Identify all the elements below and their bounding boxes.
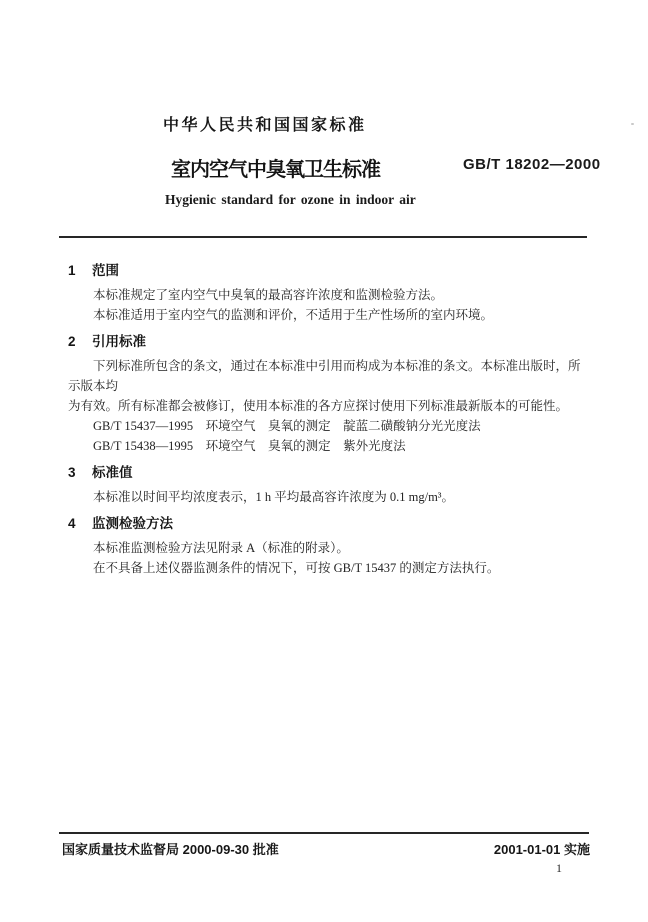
section-heading xyxy=(68,515,590,533)
document-body xyxy=(68,248,590,578)
section-scope xyxy=(68,262,590,325)
document-title-cn: 室内空气中臭氧卫生标准 xyxy=(171,159,380,181)
header-divider xyxy=(59,236,587,238)
standard-org-line: 中华人民共和国国家标准 xyxy=(163,117,367,134)
section-title: 监测检验方法 xyxy=(92,516,173,531)
section-heading xyxy=(68,262,590,280)
footer xyxy=(62,839,590,858)
paragraph: 在不具备上述仪器监测条件的情况下，可按 GB/T 15437 的测定方法执行。 xyxy=(93,561,500,575)
section-heading xyxy=(68,464,590,482)
paragraph: 下列标准所包含的条文，通过在本标准中引用而构成为本标准的条文。本标准出版时，所示版本均 xyxy=(68,359,581,393)
paragraph: 本标准规定了室内空气中臭氧的最高容许浓度和监测检验方法。 xyxy=(93,288,444,302)
section-title: 范围 xyxy=(92,263,119,278)
referenced-standard-item: GB/T 15438—1995 环境空气 臭氧的测定 紫外光度法 xyxy=(93,439,406,453)
section-monitoring-methods xyxy=(68,515,590,578)
section-referenced-standards xyxy=(68,333,590,456)
paragraph: 为有效。所有标准都会被修订，使用本标准的各方应探讨使用下列标准最新版本的可能性。 xyxy=(68,399,569,413)
document-title-en: Hygienic standard for ozone in indoor air xyxy=(165,192,416,207)
section-number: 1 xyxy=(68,263,76,278)
paragraph: 本标准以时间平均浓度表示，1 h 平均最高容许浓度为 0.1 mg/m³。 xyxy=(93,490,455,504)
approval-info: 国家质量技术监督局 2000-09-30 批准 xyxy=(62,842,279,857)
section-number: 2 xyxy=(68,334,76,349)
section-heading xyxy=(68,333,590,351)
standard-number: GB/T 18202—2000 xyxy=(463,156,601,173)
section-standard-value xyxy=(68,464,590,507)
referenced-standard-item: GB/T 15437—1995 环境空气 臭氧的测定 靛蓝二磺酸钠分光光度法 xyxy=(93,419,481,433)
section-number: 4 xyxy=(68,516,76,531)
page-number: 1 xyxy=(556,861,562,875)
section-title: 标准值 xyxy=(92,465,133,480)
paragraph: 本标准监测检验方法见附录 A（标准的附录）。 xyxy=(93,541,349,555)
section-number: 3 xyxy=(68,465,76,480)
footer-divider xyxy=(59,832,589,834)
paragraph: 本标准适用于室内空气的监测和评价，不适用于生产性场所的室内环境。 xyxy=(93,308,494,322)
section-title: 引用标准 xyxy=(92,334,146,349)
implementation-date: 2001-01-01 实施 xyxy=(493,842,590,857)
scan-dust-speck xyxy=(631,123,634,125)
